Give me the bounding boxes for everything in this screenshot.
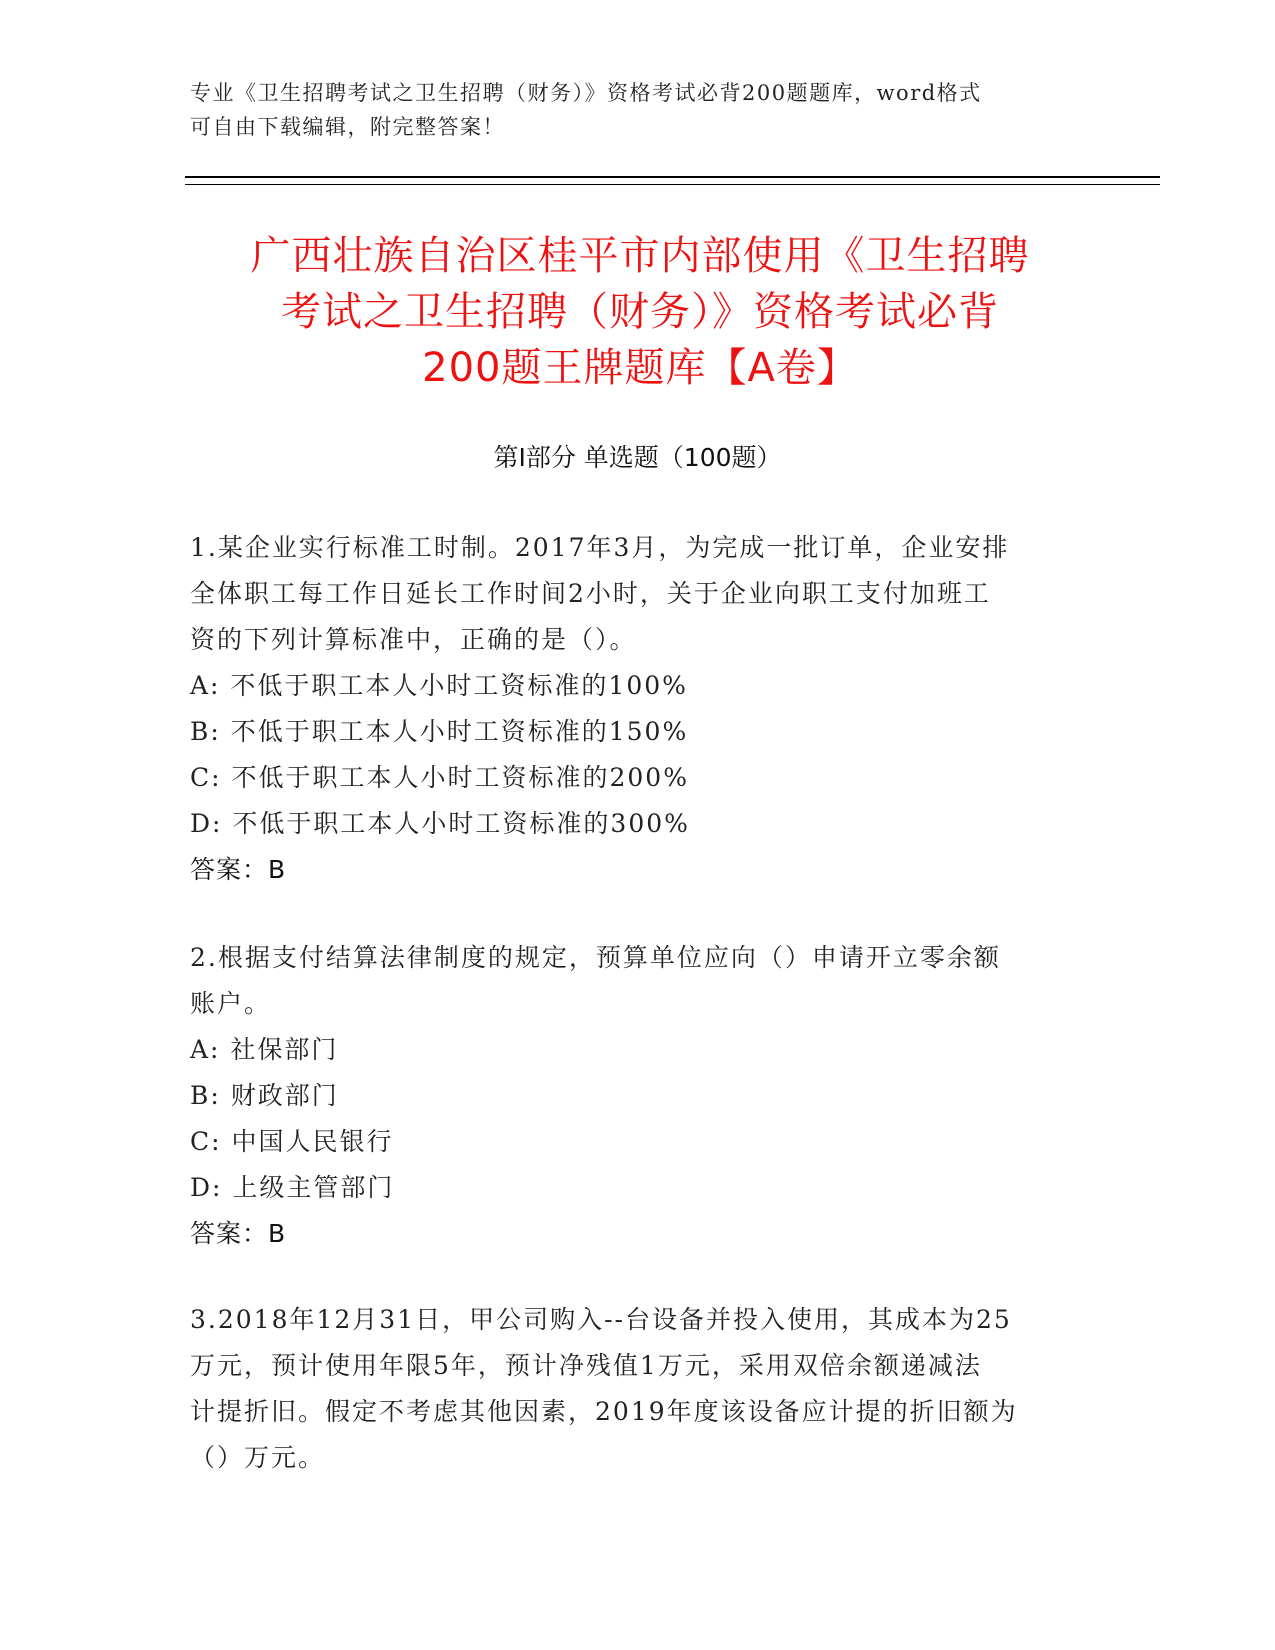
question-1 [190,525,1090,893]
stem-line: 3.2018年12月31日，甲公司购入--台设备并投入使用，其成本为25 [190,1305,1012,1334]
title-line-2: 考试之卫生招聘（财务）》资格考试必背 [281,289,999,335]
answer-line: 答案：B [190,1219,287,1248]
stem-line: 2.根据支付结算法律制度的规定，预算单位应向（）申请开立零余额 [190,943,1001,972]
header-note [190,76,1070,144]
document-title [160,228,1120,396]
option-b: B: 不低于职工本人小时工资标准的150% [190,717,689,746]
option-c: C: 中国人民银行 [190,1127,394,1156]
question-stem [190,1297,1090,1481]
question-2 [190,935,1090,1257]
title-line-3: 200题王牌题库【A卷】 [422,345,858,391]
option-d: D: 不低于职工本人小时工资标准的300% [190,809,690,838]
stem-line: 全体职工每工作日延长工作时间2小时，关于企业向职工支付加班工 [190,579,991,608]
question-stem [190,935,1090,1027]
header-divider-thin [185,184,1160,185]
question-stem [190,525,1090,663]
header-divider-thick [185,176,1160,178]
option-d: D: 上级主管部门 [190,1173,395,1202]
stem-line: 账户。 [190,989,272,1018]
option-b: B: 财政部门 [190,1081,339,1110]
stem-line: （）万元。 [190,1443,326,1472]
question-3 [190,1297,1090,1481]
option-c: C: 不低于职工本人小时工资标准的200% [190,763,689,792]
header-note-line-1: 专业《卫生招聘考试之卫生招聘（财务）》资格考试必背200题题库，word格式 [190,81,982,105]
header-note-line-2: 可自由下载编辑，附完整答案！ [190,115,505,139]
stem-line: 资的下列计算标准中，正确的是（）。 [190,625,637,654]
answer-line: 答案：B [190,855,287,884]
stem-line: 计提折旧。假定不考虑其他因素，2019年度该设备应计提的折旧额为 [190,1397,1018,1426]
stem-line: 万元，预计使用年限5年，预计净残值1万元，采用双倍余额递减法 [190,1351,982,1380]
stem-line: 1.某企业实行标准工时制。2017年3月，为完成一批订单，企业安排 [190,533,1010,562]
title-line-1: 广西壮族自治区桂平市内部使用《卫生招聘 [250,233,1030,279]
option-a: A: 不低于职工本人小时工资标准的100% [190,671,688,700]
section-heading: 第I部分 单选题（100题） [493,443,782,472]
option-a: A: 社保部门 [190,1035,339,1064]
